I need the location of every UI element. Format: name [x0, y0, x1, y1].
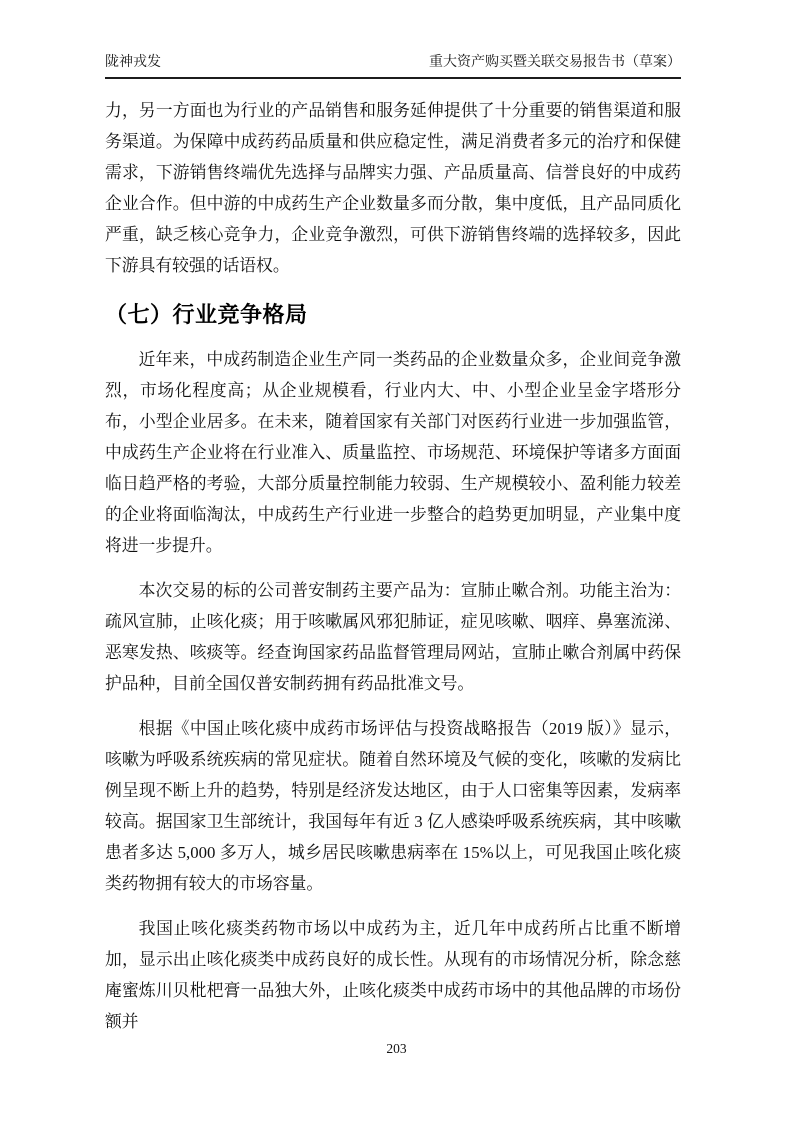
page-body: [105, 79, 681, 1037]
paragraph-competition-overview: 近年来，中成药制造企业生产同一类药品的企业数量众多，企业间竞争激烈，市场化程度高；从企业规模看，行业内大、中、小型企业呈金字塔形分布，小型企业居多。在未来，随着国家有关部门对医药行业进一步加强监管，中成药生产企业将在行业准入、质量监控、市场规范、环境保护等诸多方面面临日趋严格的考验，大部分质量控制能力较弱、生产规模较小、盈利能力较差的企业将面临淘汰，中成药生产行业进一步整合的趋势更加明显，产业集中度将进一步提升。: [105, 350, 681, 555]
header-report-title: 重大资产购买暨关联交易报告书（草案）: [429, 55, 681, 70]
paragraph-market-growth: 我国止咳化痰类药物市场以中成药为主，近几年中成药所占比重不断增加，显示出止咳化痰类中成药良好的成长性。从现有的市场情况分析，除念慈庵蜜炼川贝枇杷膏一品独大外，止咳化痰类中成药市场中的其他品牌的市场份额并: [105, 919, 681, 1031]
page-footer: [0, 1040, 793, 1058]
section-heading-industry-competition: （七）行业竞争格局: [105, 302, 308, 327]
paragraph-cough-market-report: 根据《中国止咳化痰中成药市场评估与投资战略报告（2019 版）》显示，咳嗽为呼吸系统疾病的常见症状。随着自然环境及气候的变化，咳嗽的发病比例呈现不断上升的趋势，特别是经济发达地区，由于人口密集等因素，发病率较高。据国家卫生部统计，我国每年有近 3 亿人感染呼吸系统疾病，其中咳嗽患者多达 5,000 多万人，城乡居民咳嗽患病率在 15%以上，可见我国止咳化痰类药物拥有较大的市场容量。: [105, 719, 681, 893]
page-header: [105, 0, 681, 79]
paragraph-downstream-channels: 力，另一方面也为行业的产品销售和服务延伸提供了十分重要的销售渠道和服务渠道。为保障中成药药品质量和供应稳定性，满足消费者多元的治疗和保健需求，下游销售终端优先选择与品牌实力强、产品质量高、信誉良好的中成药企业合作。但中游的中成药生产企业数量多而分散，集中度低，且产品同质化严重，缺乏核心竞争力，企业竞争激烈，可供下游销售终端的选择较多，因此下游具有较强的话语权。: [105, 101, 681, 275]
page-number: 203: [386, 1041, 407, 1056]
paragraph-target-company-product: 本次交易的标的公司普安制药主要产品为：宣肺止嗽合剂。功能主治为：疏风宣肺，止咳化痰；用于咳嗽属风邪犯肺证，症见咳嗽、咽痒、鼻塞流涕、恶寒发热、咳痰等。经查询国家药品监督管理局网站，宣肺止嗽合剂属中药保护品种，目前全国仅普安制药拥有药品批准文号。: [105, 581, 681, 693]
header-company-name: 陇神戎发: [105, 55, 161, 70]
